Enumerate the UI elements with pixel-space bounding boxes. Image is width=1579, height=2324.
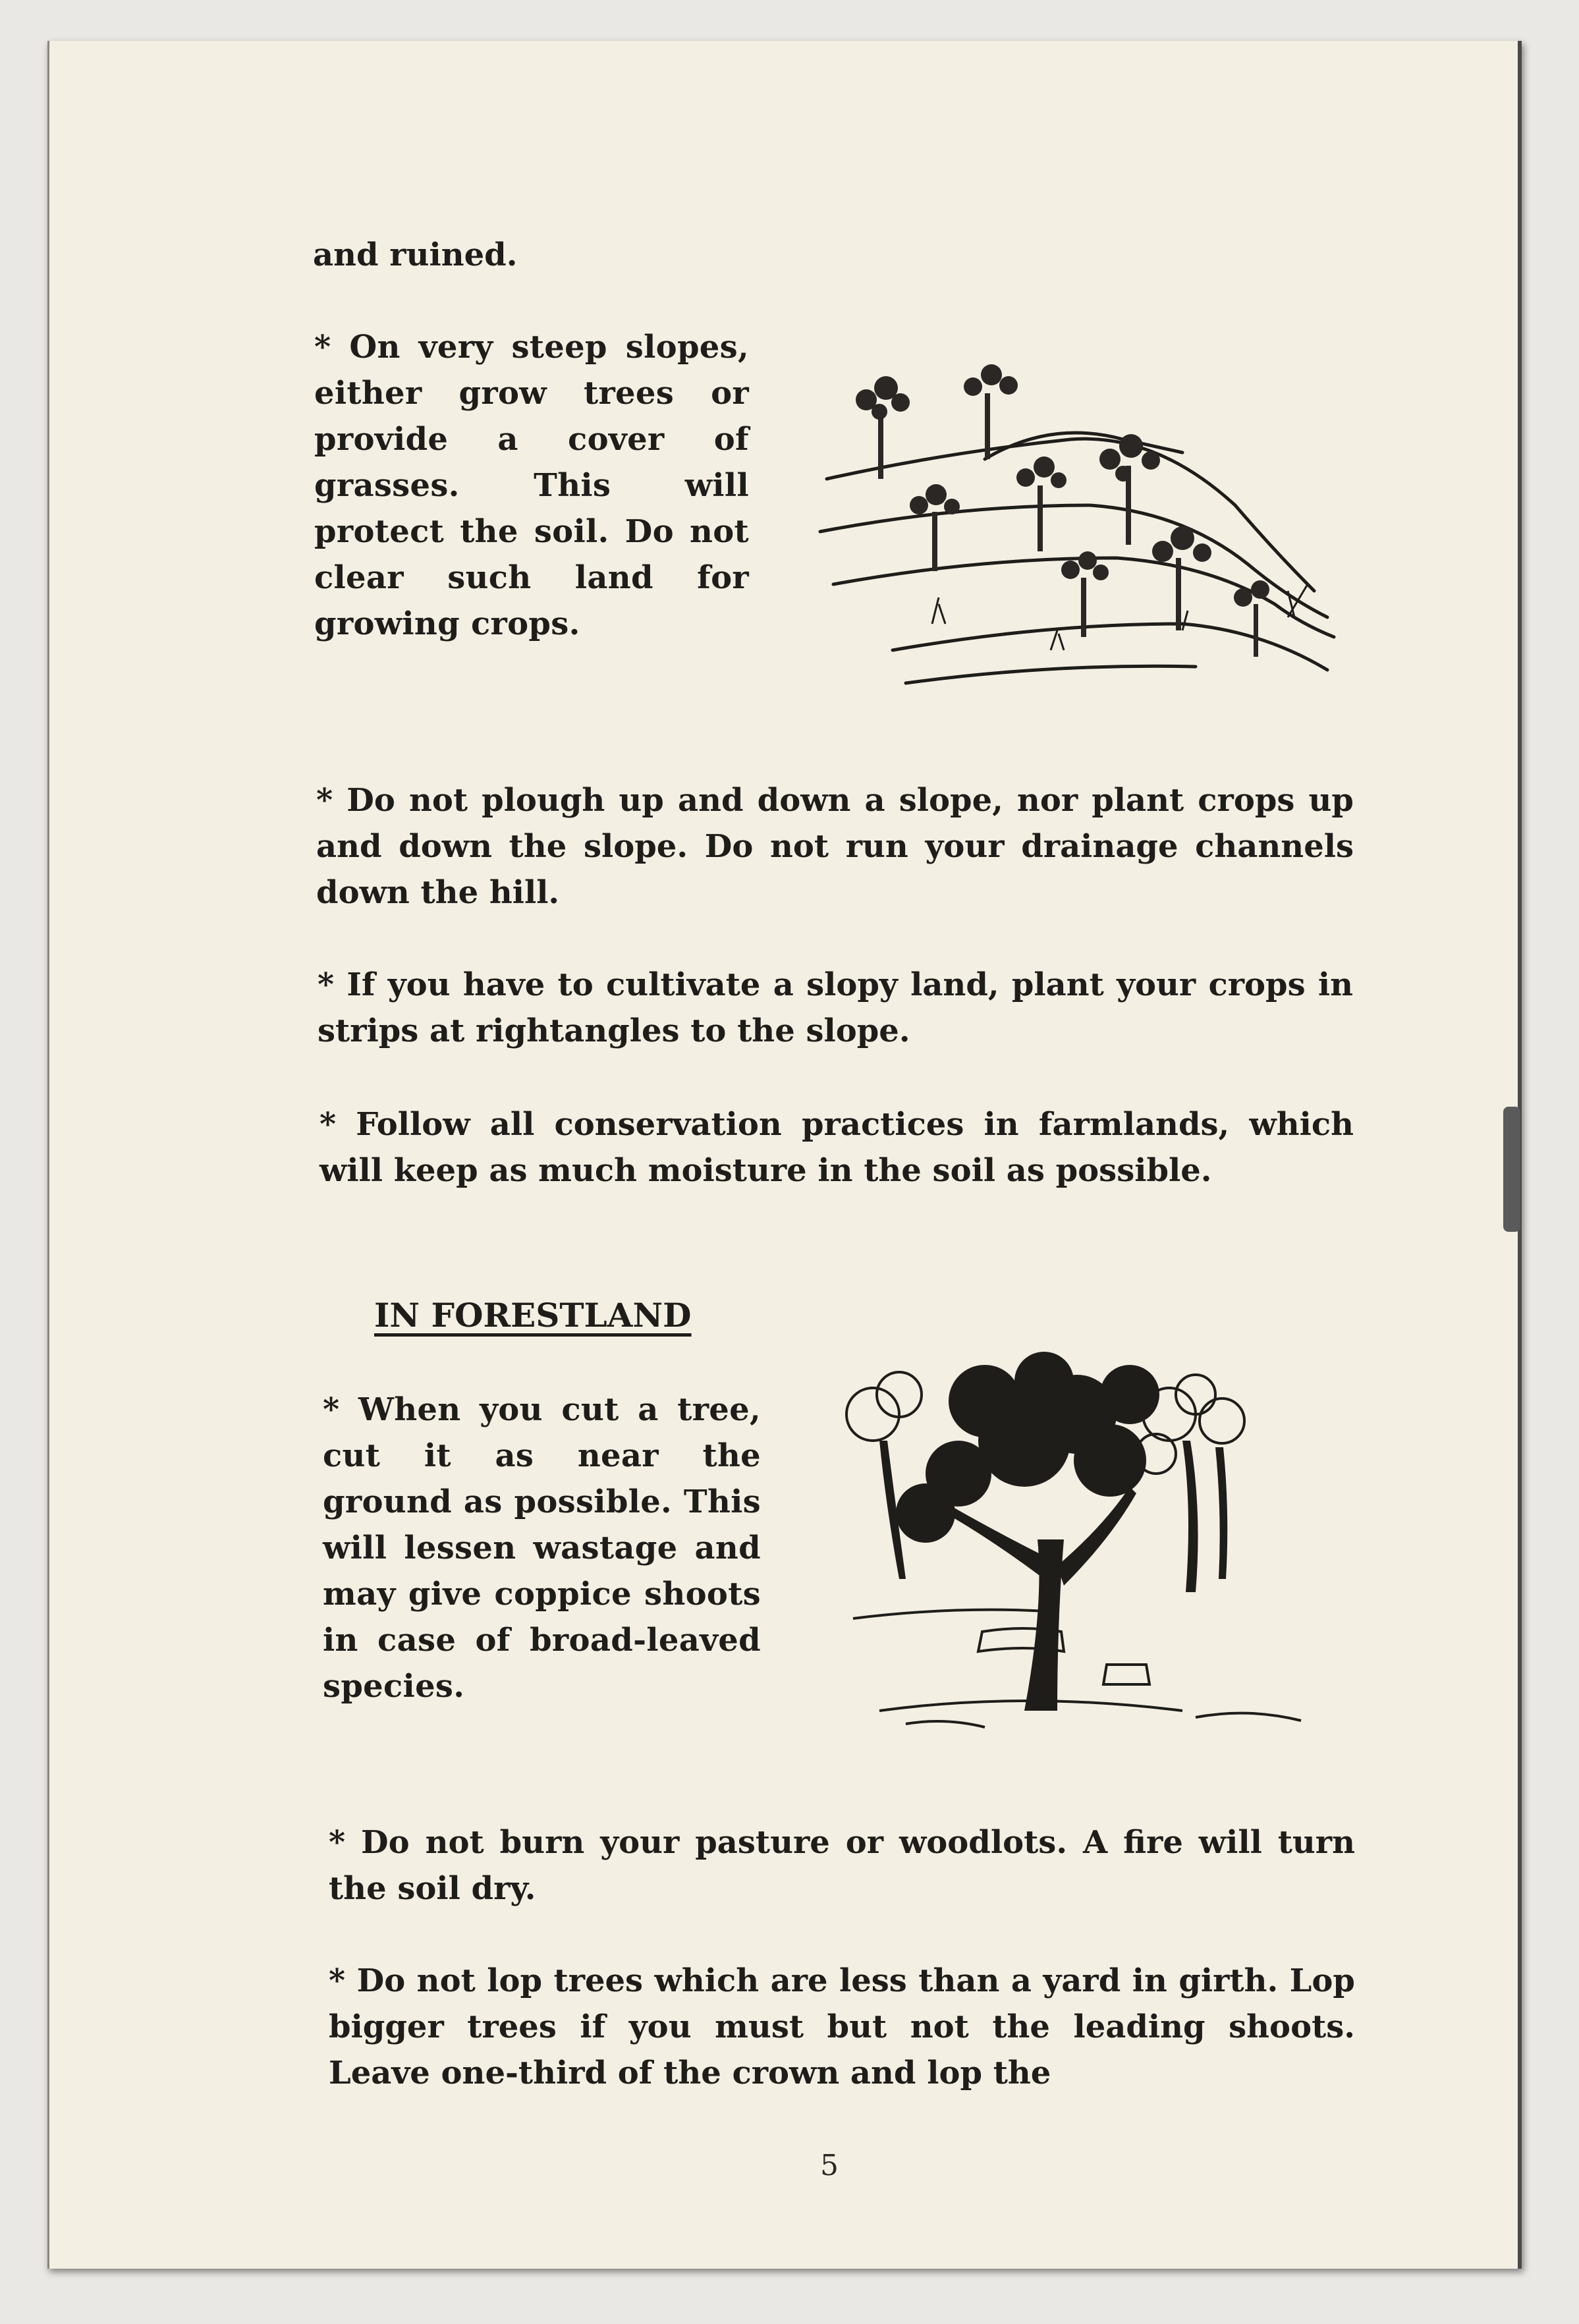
terraced-hillside-illustration	[814, 341, 1341, 709]
steep-slopes-paragraph: * On very steep slopes, either grow trees or provide a cover of grasses. This will protect the soil. Do not clear such land for growing crops.	[314, 329, 749, 642]
continuation-text: and ruined.	[313, 236, 518, 273]
plough-paragraph: * Do not plough up and down a slope, nor plant crops up and down the slope. Do not run your drainage channels down the hill.	[316, 782, 1354, 911]
page-number: 5	[820, 2149, 839, 2182]
lop-paragraph: * Do not lop trees which are less than a yard in girth. Lop bigger trees if you must but not the leading shoots. Leave one-third of the crown and lop the	[329, 1962, 1355, 2091]
booklet-page	[47, 41, 1522, 2269]
slopy-land-paragraph: * If you have to cultivate a slopy land, plant your crops in strips at rightangles to the slope.	[318, 966, 1353, 1049]
burn-paragraph: * Do not burn your pasture or woodlots. A fire will turn the soil dry.	[329, 1824, 1355, 1907]
binding-staple	[1503, 1107, 1520, 1232]
conservation-paragraph: * Follow all conservation practices in farmlands, which will keep as much moisture in the soil as possible.	[319, 1106, 1354, 1189]
cut-tree-paragraph: * When you cut a tree, cut it as near the ground as possible. This will lessen wastage and may give coppice shoots in case of broad-leaved species.	[323, 1391, 761, 1705]
forestland-heading: IN FORESTLAND	[374, 1296, 692, 1335]
trees-and-stumps-illustration	[827, 1342, 1341, 1750]
